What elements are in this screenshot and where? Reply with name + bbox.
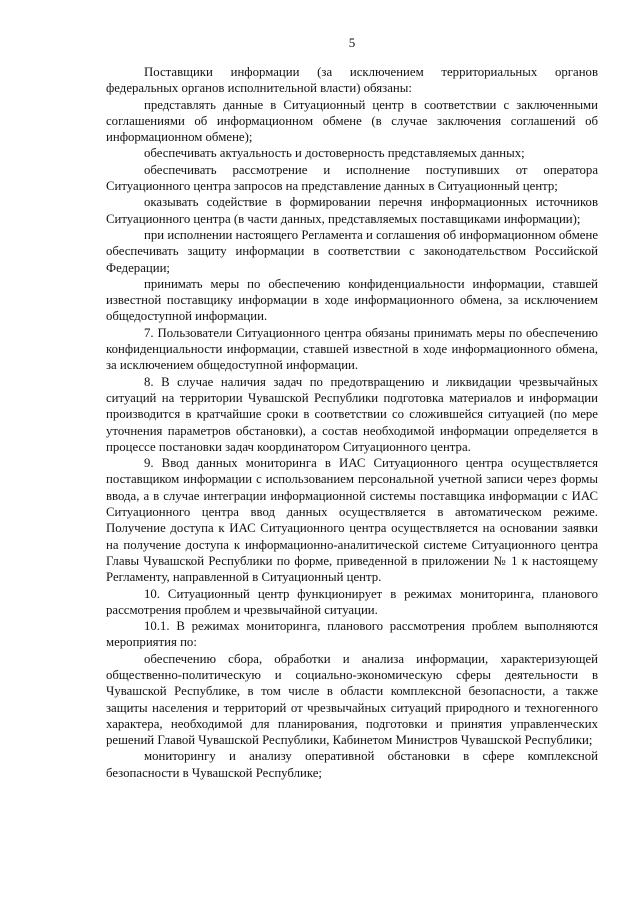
- paragraph: мониторингу и анализу оперативной обстановки в сфере комплексной безопасности в Чувашской Республике;: [106, 749, 598, 780]
- paragraph: представлять данные в Ситуационный центр в соответствии с заключенными соглашениями об информационном обмене (в случае заключения соглашений об информационном обмене);: [106, 97, 598, 145]
- paragraph: 10. Ситуационный центр функционирует в режимах мониторинга, планового рассмотрения проблем и чрезвычайной ситуации.: [106, 586, 598, 617]
- paragraph: при исполнении настоящего Регламента и соглашения об информационном обмене обеспечивать защиту информации в соответствии с законодательством Российской Федерации;: [106, 227, 598, 275]
- paragraph: обеспечивать актуальность и достоверность представляемых данных;: [144, 146, 525, 161]
- paragraph: 7. Пользователи Ситуационного центра обязаны принимать меры по обеспечению конфиденциальности информации, ставшей известной в ходе информационного обмена, за исключением общедоступной информации.: [106, 325, 598, 373]
- paragraph: 8. В случае наличия задач по предотвращению и ликвидации чрезвычайных ситуаций на территории Чувашской Республики подготовка материалов и информации производится в кратчайшие сроки в соответствии со сложившейся ситуацией (по мере уточнения параметров обстановки), а состав необходимой информации определяется в процессе постановки задач координатором Ситуационного центра.: [106, 374, 598, 454]
- paragraph: обеспечению сбора, обработки и анализа информации, характеризующей общественно-политическую и социально-экономическую сферы деятельности в Чувашской Республике, в том числе в области комплексной безопасности, а также защиты населения и территорий от чрезвычайных ситуаций природного и техногенного характера, необходимой для планирования, подготовки и принятия управленческих решений Главой Чувашской Республики, Кабинетом Министров Чувашской Республики;: [106, 651, 598, 748]
- document-body: [106, 64, 598, 781]
- paragraph: 9. Ввод данных мониторинга в ИАС Ситуационного центра осуществляется поставщиком информации с использованием персональной учетной записи через формы ввода, а в случае интеграции информационной системы поставщика информации с ИАС Ситуационного центра ввод данных осуществляется в автоматическом режиме. Получение доступа к ИАС Ситуационного центра осуществляется на основании заявки на получение доступа к информационно-аналитической системе Ситуационного центра Главы Чувашской Республики по форме, приведенной в приложении № 1 к настоящему Регламенту, направленной в Ситуационный центр.: [106, 456, 598, 585]
- paragraph: принимать меры по обеспечению конфиденциальности информации, ставшей известной поставщику информации в ходе информационного обмена, за исключением общедоступной информации.: [106, 276, 598, 324]
- page-number: 5: [348, 35, 356, 50]
- paragraph: оказывать содействие в формировании перечня информационных источников Ситуационного центра (в части данных, представляемых поставщиками информации);: [106, 195, 598, 226]
- paragraph: Поставщики информации (за исключением территориальных органов федеральных органов исполнительной власти) обязаны:: [106, 65, 598, 96]
- paragraph: 10.1. В режимах мониторинга, планового рассмотрения проблем выполняются мероприятия по:: [106, 619, 598, 650]
- paragraph: обеспечивать рассмотрение и исполнение поступивших от оператора Ситуационного центра запросов на представление данных в Ситуационный центр;: [106, 162, 598, 194]
